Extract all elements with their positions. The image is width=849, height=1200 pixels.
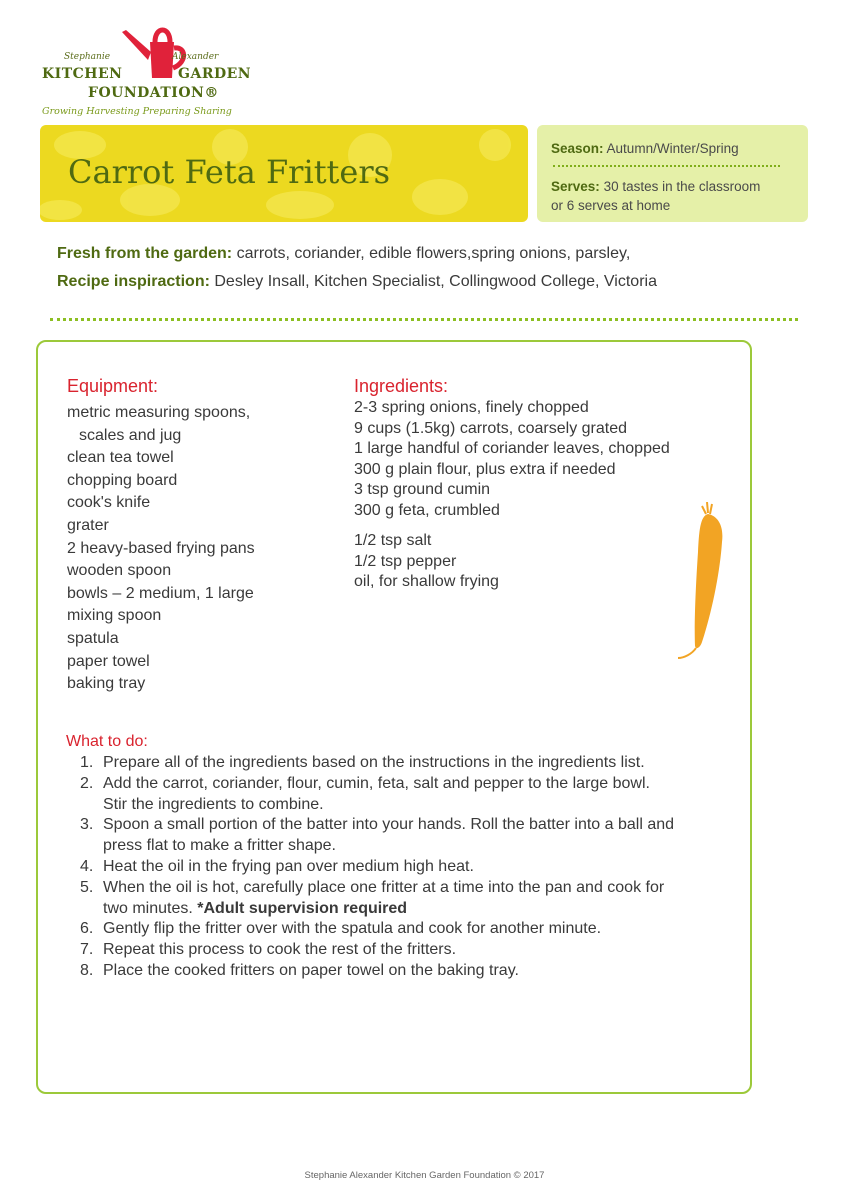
- logo-text-alexander: Alexander: [172, 52, 219, 62]
- equipment-item: grater: [67, 516, 109, 534]
- step-text: When the oil is hot, carefully place one fritter at a time into the pan and cook for: [103, 878, 665, 896]
- title-banner: [40, 125, 528, 222]
- equipment-heading: Equipment:: [67, 376, 159, 396]
- equipment-item: chopping board: [67, 471, 178, 489]
- serves-value-line1: 30 tastes in the classroom: [603, 179, 761, 194]
- step-text: Heat the oil in the frying pan over medium high heat.: [103, 857, 474, 875]
- step-text: Stir the ingredients to combine.: [103, 795, 324, 813]
- ingredients-list: [354, 398, 670, 593]
- equipment-item: 2 heavy-based frying pans: [67, 539, 255, 557]
- step-text: Gently flip the fritter over with the spatula and cook for another minute.: [103, 920, 602, 938]
- recipe-meta: [57, 240, 657, 296]
- inspiration-label: Recipe inspiraction:: [57, 273, 210, 290]
- info-divider: [553, 165, 780, 167]
- step-number: 7.: [80, 941, 94, 959]
- season-label: Season:: [551, 141, 604, 156]
- ingredient-item: 9 cups (1.5kg) carrots, coarsely grated: [354, 419, 628, 437]
- fresh-label: Fresh from the garden:: [57, 245, 233, 262]
- logo-text-kitchen: KITCHEN: [42, 66, 123, 82]
- equipment-item: paper towel: [67, 652, 150, 670]
- method-step: [80, 878, 740, 920]
- method-steps: [80, 753, 740, 982]
- serves-label: Serves:: [551, 179, 600, 194]
- season-value: Autumn/Winter/Spring: [606, 141, 739, 156]
- step-number: 5.: [80, 878, 94, 896]
- season-row: [551, 141, 794, 163]
- carrot-icon: [672, 502, 732, 662]
- method-heading: What to do:: [66, 733, 148, 750]
- equipment-list: [67, 402, 255, 696]
- step-number: 3.: [80, 816, 94, 834]
- method-step: [80, 919, 740, 940]
- logo-text-garden: GARDEN: [178, 66, 252, 82]
- step-text: press flat to make a fritter shape.: [103, 837, 336, 855]
- equipment-item: wooden spoon: [67, 562, 172, 580]
- step-text: Add the carrot, coriander, flour, cumin, feta, salt and pepper to the large bowl.: [103, 774, 650, 792]
- serves-row: [551, 177, 794, 215]
- logo-text-stephanie: Stephanie: [64, 52, 111, 62]
- ingredient-item: 3 tsp ground cumin: [354, 481, 491, 498]
- equipment-item: scales and jug: [79, 426, 182, 444]
- fresh-value: carrots, coriander, edible flowers,spring onions, parsley,: [236, 245, 631, 262]
- equipment-item: spatula: [67, 629, 119, 647]
- equipment-item: baking tray: [67, 675, 146, 693]
- equipment-item: clean tea towel: [67, 449, 174, 467]
- step-text: Prepare all of the ingredients based on the instructions in the ingredients list.: [103, 754, 645, 771]
- step-text: Place the cooked fritters on paper towel on the baking tray.: [103, 961, 519, 979]
- serves-value-line2: or 6 serves at home: [551, 198, 671, 213]
- ingredient-item: 1 large handful of coriander leaves, chopped: [354, 440, 670, 457]
- step-number: 8.: [80, 961, 94, 979]
- inspiration-value: Desley Insall, Kitchen Specialist, Collingwood College, Victoria: [214, 273, 657, 290]
- ingredient-item: 2-3 spring onions, finely chopped: [354, 399, 589, 416]
- equipment-item: cook's knife: [67, 494, 151, 512]
- method-step: [80, 774, 740, 816]
- section-divider: [50, 318, 798, 321]
- recipe-inspiration: [57, 268, 657, 296]
- ingredient-item: 1/2 tsp salt: [354, 532, 432, 549]
- step-text: Repeat this process to cook the rest of the fritters.: [103, 941, 457, 959]
- step-text: two minutes.: [103, 899, 193, 917]
- ingredient-item: oil, for shallow frying: [354, 573, 499, 590]
- method-step: [80, 753, 740, 774]
- fresh-from-garden: [57, 240, 657, 268]
- step-number: 2.: [80, 774, 94, 792]
- logo-text-foundation: FOUNDATION®: [88, 85, 219, 101]
- footer-copyright: Stephanie Alexander Kitchen Garden Foundation © 2017: [304, 1170, 545, 1181]
- step-number: 4.: [80, 857, 94, 875]
- equipment-item: mixing spoon: [67, 607, 162, 625]
- adult-supervision-warning: *Adult supervision required: [197, 899, 408, 917]
- method-step: [80, 815, 740, 857]
- step-number: 6.: [80, 920, 94, 938]
- logo-tagline: Growing Harvesting Preparing Sharing: [42, 106, 232, 117]
- equipment-item: metric measuring spoons,: [67, 404, 251, 421]
- ingredients-heading: Ingredients:: [354, 376, 449, 396]
- method-step: [80, 940, 740, 961]
- step-number: 1.: [80, 754, 94, 771]
- method-step: [80, 961, 740, 982]
- method-step: [80, 857, 740, 878]
- foundation-logo: [38, 22, 258, 122]
- step-text: Spoon a small portion of the batter into your hands. Roll the batter into a ball and: [103, 816, 675, 834]
- ingredient-item: 1/2 tsp pepper: [354, 552, 457, 570]
- recipe-title: Carrot Feta Fritters: [68, 153, 391, 191]
- season-serves-box: [537, 125, 808, 222]
- ingredient-item: 300 g plain flour, plus extra if needed: [354, 460, 616, 478]
- ingredient-item: 300 g feta, crumbled: [354, 501, 500, 519]
- equipment-item: bowls – 2 medium, 1 large: [67, 584, 254, 602]
